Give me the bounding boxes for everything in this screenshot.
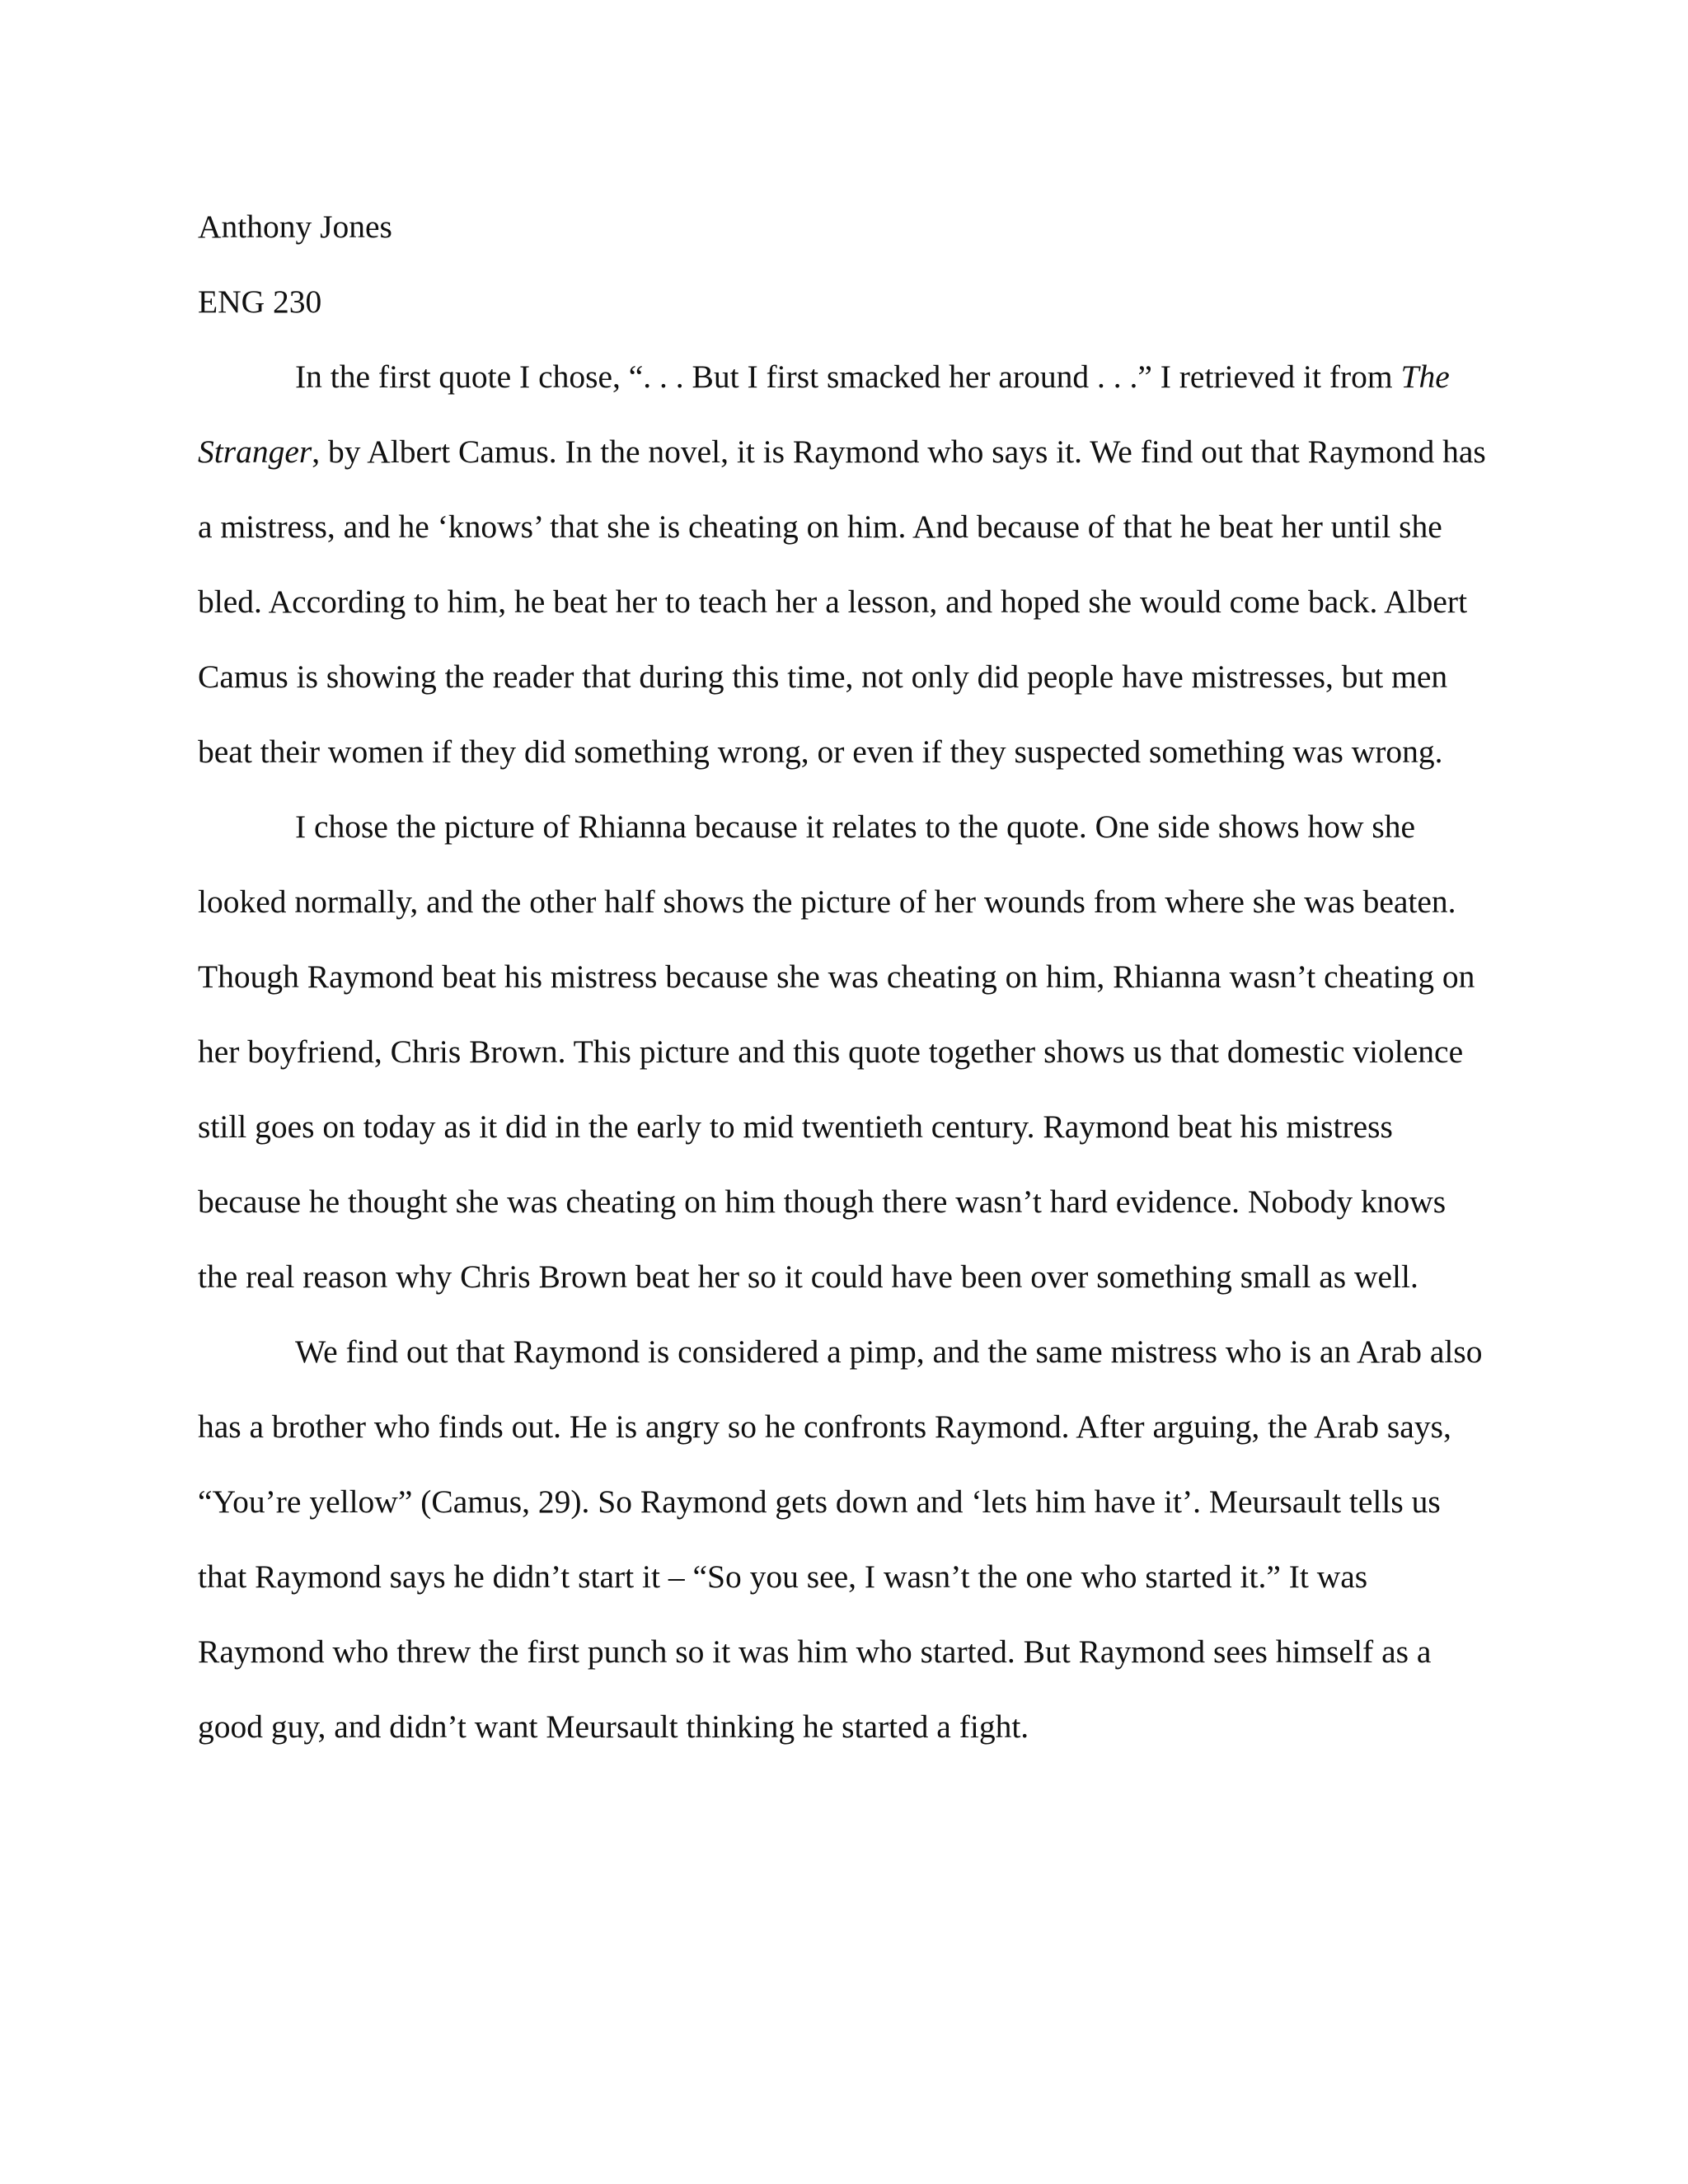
book-title: The Stranger xyxy=(198,359,1450,470)
course-code: ENG 230 xyxy=(198,284,322,320)
paragraph-1 xyxy=(198,340,1493,790)
author-name: Anthony Jones xyxy=(198,209,392,245)
paragraph-1-rest: , by Albert Camus. In the novel, it is Raymond who says it. We find out that Raymond has a mistress, and he ‘knows’ that she is cheating on him. And because of that he beat her until she bled. According to him, he beat her to teach her a lesson, and hoped she would come back. Albert Camus is showing the reader that during this time, not only did people have mistresses, but men beat their women if they did something wrong, or even if they suspected something was wrong. xyxy=(198,434,1486,770)
essay-text xyxy=(198,190,1493,1765)
paragraph-3: We find out that Raymond is considered a pimp, and the same mistress who is an Arab also has a brother who finds out. He is angry so he confronts Raymond. After arguing, the Arab says, “You’re yellow” (Camus, 29). So Raymond gets down and ‘lets him have it’. Meursault tells us that Raymond says he didn’t start it – “So you see, I wasn’t the one who started it.” It was Raymond who threw the first punch so it was him who started. But Raymond sees himself as a good guy, and didn’t want Meursault thinking he started a fight. xyxy=(198,1333,1483,1745)
paragraph-2: I chose the picture of Rhianna because it relates to the quote. One side shows how she looked normally, and the other half shows the picture of her wounds from where she was beaten. Though Raymond beat his mistress because she was cheating on him, Rhianna wasn’t cheating on her boyfriend, Chris Brown. This picture and this quote together shows us that domestic violence still goes on today as it did in the early to mid twentieth century. Raymond beat his mistress because he thought she was cheating on him though there wasn’t hard evidence. Nobody knows the real reason why Chris Brown beat her so it could have been over something small as well. xyxy=(198,808,1475,1295)
paragraph-1-intro: In the first quote I chose, “. . . But I first smacked her around . . .” I retrieved it from xyxy=(295,359,1401,395)
